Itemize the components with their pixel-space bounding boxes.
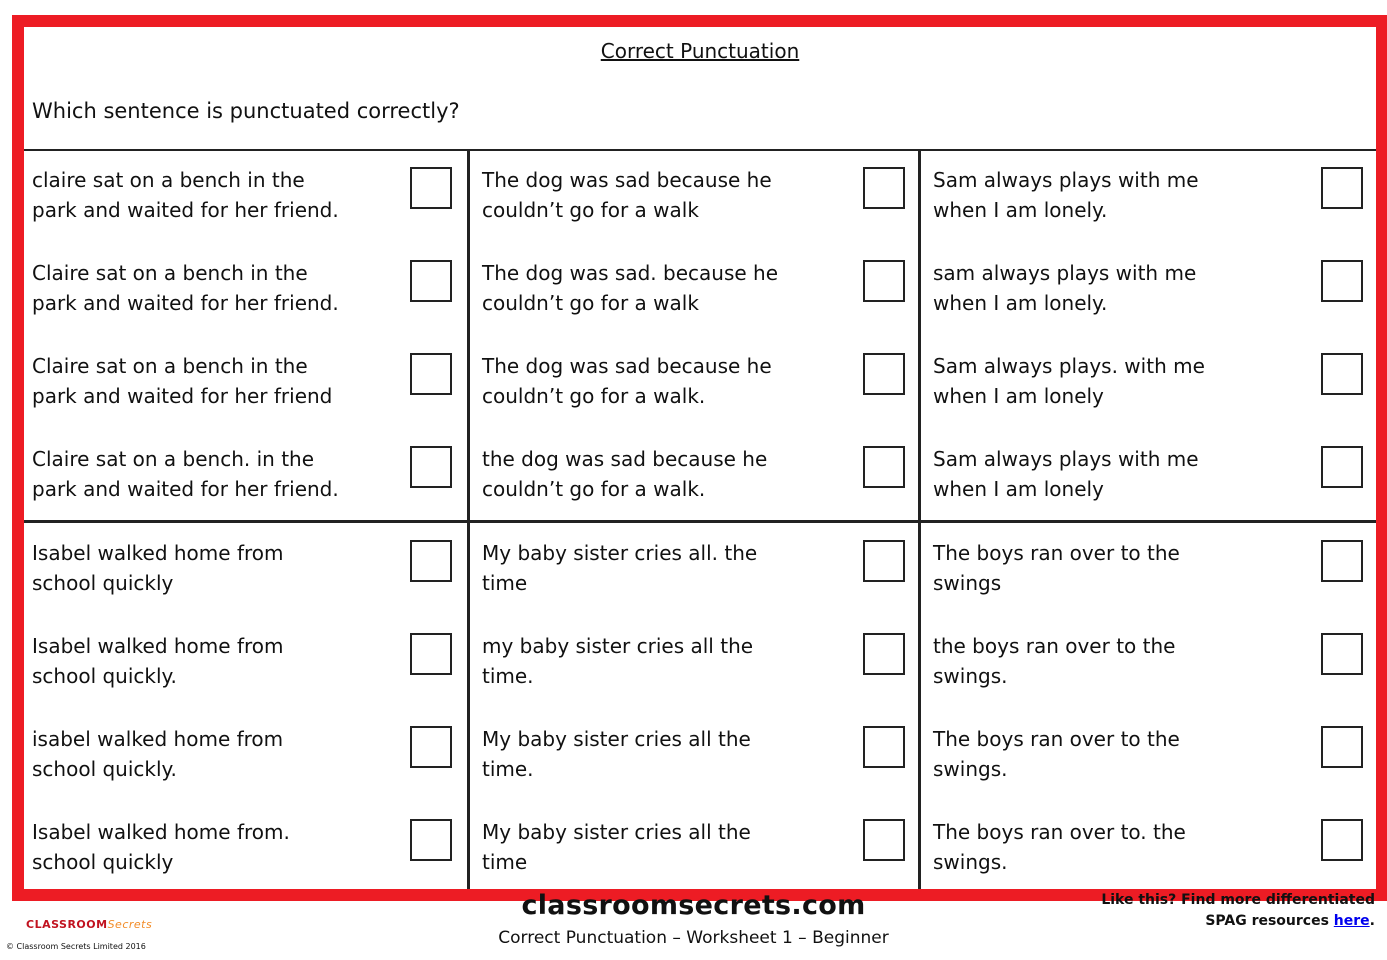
answer-checkbox[interactable] — [1321, 260, 1363, 302]
option-text: Isabel walked home from school quickly. — [32, 634, 284, 688]
answer-option — [933, 631, 1363, 691]
answer-option — [32, 351, 452, 411]
option-text: The boys ran over to the swings. — [933, 727, 1180, 781]
answer-checkbox[interactable] — [410, 446, 452, 488]
answer-checkbox[interactable] — [1321, 726, 1363, 768]
answer-option — [482, 258, 905, 318]
answer-option — [32, 258, 452, 318]
option-text: Sam always plays. with me when I am lonely — [933, 354, 1205, 408]
answer-checkbox[interactable] — [410, 260, 452, 302]
answer-checkbox[interactable] — [1321, 353, 1363, 395]
answer-checkbox[interactable] — [410, 353, 452, 395]
answer-checkbox[interactable] — [1321, 540, 1363, 582]
option-text: The boys ran over to the swings — [933, 541, 1180, 595]
answer-checkbox[interactable] — [863, 540, 905, 582]
answer-option — [482, 538, 905, 598]
option-text: My baby sister cries all. the time — [482, 541, 758, 595]
classroom-secrets-logo: CLASSROOMSecrets — [26, 918, 153, 931]
answer-checkbox[interactable] — [410, 819, 452, 861]
option-text: Claire sat on a bench in the park and waited for her friend. — [32, 261, 339, 315]
answer-option — [933, 724, 1363, 784]
option-text: Isabel walked home from. school quickly — [32, 820, 290, 874]
option-text: the dog was sad because he couldn’t go for a walk. — [482, 447, 768, 501]
answer-option — [933, 444, 1363, 504]
answer-checkbox[interactable] — [410, 540, 452, 582]
answer-option — [32, 444, 452, 504]
option-text: my baby sister cries all the time. — [482, 634, 754, 688]
here-link[interactable]: here — [1333, 913, 1370, 929]
answer-checkbox[interactable] — [410, 726, 452, 768]
copyright-text: © Classroom Secrets Limited 2016 — [6, 942, 146, 951]
answer-checkbox[interactable] — [1321, 446, 1363, 488]
promo-text: Like this? Find more differentiated SPAG resources here. — [1101, 892, 1375, 929]
answer-checkbox[interactable] — [1321, 167, 1363, 209]
worksheet-header — [24, 27, 1376, 151]
answer-checkbox[interactable] — [1321, 819, 1363, 861]
answer-option — [933, 351, 1363, 411]
answer-option — [933, 258, 1363, 318]
worksheet-frame — [12, 15, 1387, 901]
answer-checkbox[interactable] — [863, 819, 905, 861]
answer-option — [933, 165, 1363, 225]
answer-option — [482, 351, 905, 411]
option-text: The dog was sad. because he couldn’t go for a walk — [482, 261, 779, 315]
answer-option — [32, 817, 452, 877]
option-text: the boys ran over to the swings. — [933, 634, 1176, 688]
answer-option — [933, 538, 1363, 598]
option-text: The dog was sad because he couldn’t go for a walk — [482, 168, 772, 222]
answer-option — [482, 444, 905, 504]
answer-option — [32, 631, 452, 691]
answer-checkbox[interactable] — [1321, 633, 1363, 675]
site-name: classroomsecrets.com — [521, 890, 866, 921]
group-divider — [24, 520, 1376, 523]
answer-option — [482, 631, 905, 691]
option-text: My baby sister cries all the time — [482, 820, 751, 874]
answer-checkbox[interactable] — [863, 726, 905, 768]
answer-checkbox[interactable] — [410, 633, 452, 675]
answer-checkbox[interactable] — [863, 260, 905, 302]
answer-option — [933, 817, 1363, 877]
option-text: Claire sat on a bench in the park and waited for her friend — [32, 354, 333, 408]
option-text: The dog was sad because he couldn’t go for a walk. — [482, 354, 772, 408]
answer-option — [32, 538, 452, 598]
answer-checkbox[interactable] — [863, 167, 905, 209]
answer-checkbox[interactable] — [863, 353, 905, 395]
page-title: Correct Punctuation — [600, 39, 800, 63]
option-text: Sam always plays with me when I am lonely. — [933, 168, 1199, 222]
answer-option — [482, 817, 905, 877]
option-text: Claire sat on a bench. in the park and waited for her friend. — [32, 447, 339, 501]
option-text: My baby sister cries all the time. — [482, 727, 751, 781]
worksheet-subtitle: Correct Punctuation – Worksheet 1 – Beginner — [498, 928, 889, 948]
option-text: Sam always plays with me when I am lonely — [933, 447, 1199, 501]
option-text: The boys ran over to. the swings. — [933, 820, 1186, 874]
answer-option — [32, 165, 452, 225]
answer-checkbox[interactable] — [863, 446, 905, 488]
option-text: isabel walked home from school quickly. — [32, 727, 284, 781]
answer-option — [482, 165, 905, 225]
option-text: Isabel walked home from school quickly — [32, 541, 284, 595]
question-prompt: Which sentence is punctuated correctly? — [32, 99, 460, 123]
answer-checkbox[interactable] — [410, 167, 452, 209]
answer-option — [482, 724, 905, 784]
option-text: sam always plays with me when I am lonely. — [933, 261, 1197, 315]
answer-checkbox[interactable] — [863, 633, 905, 675]
answer-option — [32, 724, 452, 784]
option-text: claire sat on a bench in the park and waited for her friend. — [32, 168, 339, 222]
